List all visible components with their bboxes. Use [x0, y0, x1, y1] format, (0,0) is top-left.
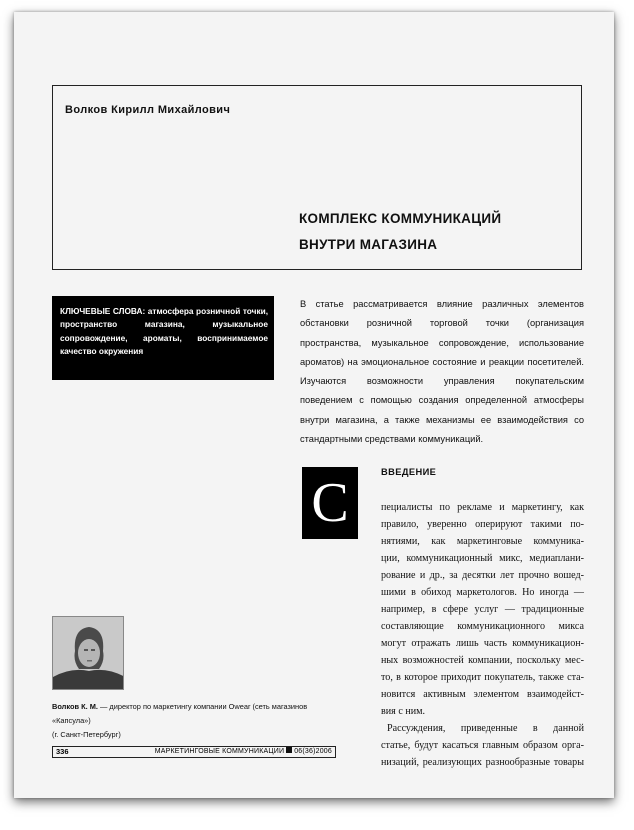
keywords-box [52, 296, 274, 380]
keywords-text: атмосфера розничной точки, пространство магазина, музыкальное сопровождение, ароматы, воспринимаемое качество окружения [60, 306, 269, 356]
journal-page [14, 12, 614, 798]
body-line: шими в обиход маркетологов. Но иногда — [381, 587, 584, 598]
section-heading: ВВЕДЕНИЕ [381, 467, 437, 477]
page-footer [52, 746, 336, 758]
drop-cap: С [302, 467, 358, 539]
journal-info [155, 747, 332, 757]
author-name: Волков Кирилл Михайлович [65, 104, 231, 116]
journal-issue: 06(36)2006 [294, 748, 332, 755]
body-line: например, в сфере услуг — традиционные [381, 604, 584, 615]
body-line: пециалисты по рекламе и маркетингу, как [381, 502, 584, 513]
square-bullet-icon [286, 747, 292, 753]
body-line: новится активным элементом взаимодейст- [381, 689, 584, 700]
body-line: рование и др., за десятки лет прочно вошед- [381, 570, 584, 581]
keywords-label: КЛЮЧЕВЫЕ СЛОВА: [60, 306, 146, 316]
article-header [52, 85, 582, 270]
body-line: низаций, реализующих разнообразные товары [381, 757, 584, 768]
caption-text: — директор по маркетингу компании Owear (сеть магазинов «Капсула») [52, 702, 308, 725]
body-line: составляющие коммуникационного микса [381, 621, 584, 632]
title-line-2: ВНУТРИ МАГАЗИНА [299, 237, 438, 252]
title-line-1: КОМПЛЕКС КОММУНИКАЦИЙ [299, 211, 502, 226]
body-line: вия с ним. [381, 706, 426, 717]
abstract: В статье рассматривается влияние различных элементов обстановки розничной торговой точки (организация пространства, музыкальное сопровождение, использование ароматов) на эмоциональное состояние и реакции посетителей. Изучаются возможности управления покупательским поведением с помощью создания определенной атмосферы внутри магазина, а также механизмы ее взаимодействия со стандартными средствами коммуникаций. [300, 299, 584, 445]
body-line: то, в которое приходит покупатель, также ста- [381, 672, 584, 683]
journal-name: МАРКЕТИНГОВЫЕ КОММУНИКАЦИИ [154, 748, 285, 755]
author-portrait-image [53, 617, 124, 690]
caption-city: (г. Санкт-Петербург) [52, 730, 121, 739]
photo-caption [52, 700, 342, 742]
body-line: ции, коммуникационный микс, медиаплани- [381, 553, 584, 564]
body-line: правило, уверенно оперируют такими по- [381, 519, 584, 530]
body-line: нятиями, как маркетинговые коммуника- [381, 536, 584, 547]
body-line: ных возможностей компании, поскольку мес- [381, 655, 584, 666]
article-title [299, 206, 501, 258]
page-number: 336 [56, 747, 69, 756]
body-line: статье, будут касаться главным образом орга- [381, 740, 584, 751]
author-photo [52, 616, 124, 690]
caption-name: Волков К. М. [52, 702, 98, 711]
body-line: Рассуждения, приведенные в данной [387, 723, 584, 734]
body-line: могут отражать лишь часть коммуникацион- [381, 638, 584, 649]
